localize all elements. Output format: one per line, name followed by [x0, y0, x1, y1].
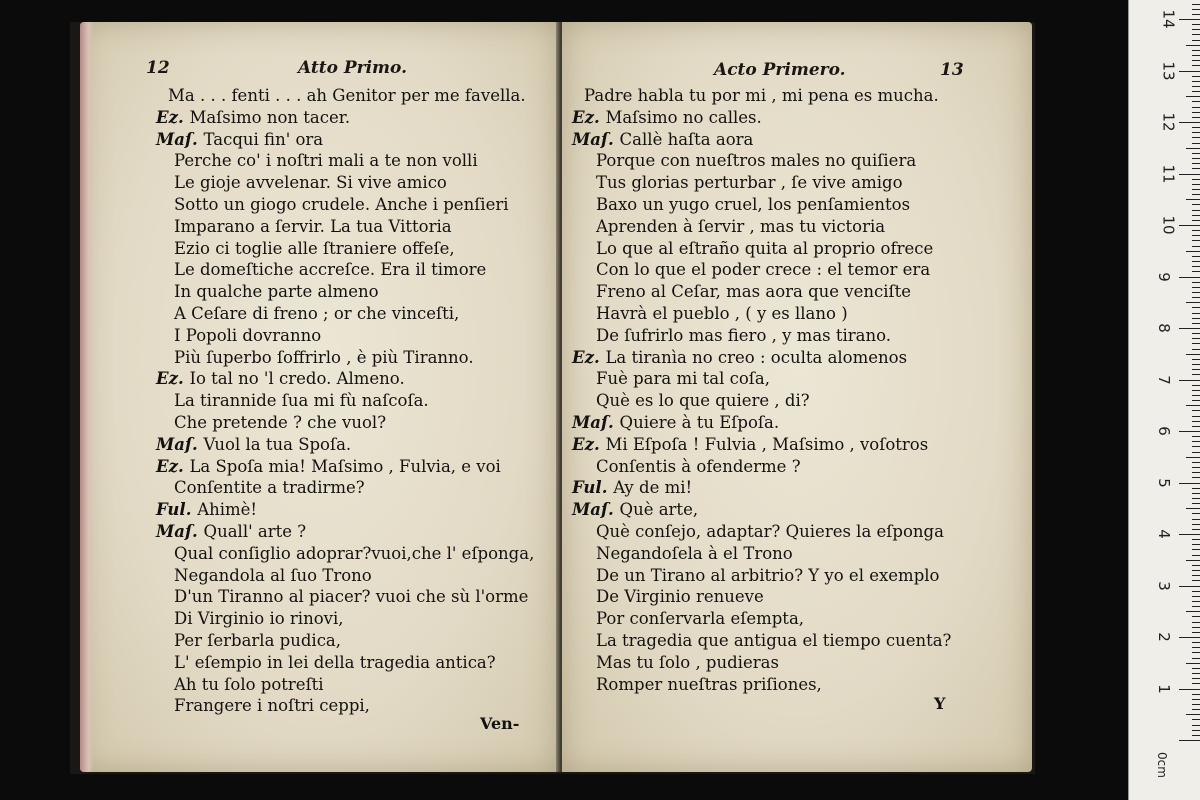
- text-line: [596, 306, 848, 323]
- ruler-tick: [1192, 513, 1200, 514]
- text-line: [174, 633, 341, 650]
- ruler-tick: [1192, 704, 1200, 705]
- ruler-tick: [1192, 601, 1200, 602]
- ruler-tick: [1186, 457, 1200, 458]
- verse-text: L' eſempio in lei della tragedia antica?: [174, 652, 496, 672]
- ruler-tick: [1192, 524, 1200, 525]
- text-line: [174, 216, 452, 236]
- ruler-tick: [1192, 184, 1200, 185]
- ruler-tick: [1192, 467, 1200, 468]
- text-line: [596, 611, 804, 628]
- ruler-tick: [1192, 390, 1200, 391]
- verse-text: Vuol la tua Spoſa.: [203, 434, 352, 454]
- text-line: [156, 371, 405, 388]
- ruler-tick: [1192, 4, 1200, 5]
- ruler-unit-label: 0cm: [1154, 752, 1169, 778]
- ruler-tick: [1179, 71, 1200, 72]
- ruler-number: 3: [1154, 580, 1173, 591]
- ruler-tick: [1192, 210, 1200, 211]
- ruler-tick: [1179, 586, 1200, 587]
- text-line: [174, 306, 459, 323]
- ruler-number: 11: [1159, 163, 1178, 184]
- ruler-number: 6: [1154, 426, 1173, 436]
- text-line: [596, 175, 903, 192]
- right-page: [562, 22, 1032, 772]
- verse-text: Ma . . . fenti . . . ah Genitor per me favella.: [168, 86, 526, 105]
- verse-text: Con lo que el poder crece : el temor era: [596, 260, 931, 280]
- ruler-number: 4: [1154, 529, 1173, 539]
- ruler-tick: [1179, 534, 1200, 535]
- ruler-tick: [1192, 699, 1200, 700]
- ruler-tick: [1192, 153, 1200, 154]
- speaker-label: Ez.: [572, 347, 606, 367]
- ruler-tick: [1192, 725, 1200, 726]
- verse-text: Maſsimo non tacer.: [189, 107, 351, 127]
- text-line: [174, 674, 324, 694]
- ruler-tick: [1179, 277, 1200, 278]
- ruler-tick: [1192, 436, 1200, 437]
- speaker-label: Maſ.: [572, 500, 620, 520]
- verse-text: De ſufrirlo mas fiero , y mas tirano.: [596, 325, 892, 345]
- text-line: [596, 633, 951, 650]
- ruler-tick: [1192, 694, 1200, 695]
- verse-text: Ezio ci toglie alle ſtraniere offeſe,: [174, 238, 455, 258]
- speaker-label: Ez.: [572, 107, 606, 127]
- speaker-label: Maſ.: [572, 413, 620, 432]
- verse-text: Padre habla tu por mi , mi pena es mucha.: [584, 86, 939, 105]
- ruler-tick: [1192, 81, 1200, 82]
- verse-text: Conſentite a tradirme?: [174, 478, 365, 498]
- speaker-label: Maſ.: [156, 129, 204, 149]
- ruler-tick: [1192, 549, 1200, 550]
- ruler-tick: [1192, 719, 1200, 720]
- verse-text: Què conſejo, adaptar? Quieres la eſponga: [596, 522, 944, 541]
- ruler-number: 14: [1159, 9, 1178, 29]
- verse-text: Quall' arte ?: [203, 522, 307, 541]
- ruler-tick: [1192, 441, 1200, 442]
- ruler-number: 1: [1154, 683, 1173, 694]
- ruler-tick: [1192, 215, 1200, 216]
- ruler-tick: [1192, 34, 1200, 35]
- ruler-tick: [1192, 60, 1200, 61]
- ruler-tick: [1192, 709, 1200, 710]
- verse-text: Ay de mi!: [613, 478, 693, 498]
- ruler-tick: [1179, 689, 1200, 690]
- ruler-tick: [1192, 112, 1200, 113]
- ruler-tick: [1186, 302, 1200, 303]
- ruler-tick: [1192, 168, 1200, 169]
- ruler-tick: [1186, 45, 1200, 46]
- ruler-tick: [1186, 199, 1200, 200]
- verse-text: Conſentis à ofenderme ?: [596, 456, 801, 476]
- ruler-tick: [1192, 65, 1200, 66]
- verse-text: Più ſuperbo ſoffrirlo , è più Tiranno.: [174, 347, 474, 367]
- verse-text: Lo que al eſtraño quita al proprio ofrece: [596, 238, 934, 258]
- verse-text: Per ſerbarla pudica,: [174, 631, 342, 650]
- ruler-tick: [1179, 19, 1200, 20]
- ruler-tick: [1192, 292, 1200, 293]
- text-line: [174, 480, 365, 497]
- ruler-tick: [1192, 446, 1200, 447]
- ruler-tick: [1192, 503, 1200, 504]
- text-line: [168, 88, 526, 105]
- ruler-tick: [1192, 539, 1200, 540]
- verse-text: Quiere à tu Eſpoſa.: [619, 413, 780, 432]
- ruler-tick: [1179, 122, 1200, 123]
- ruler-tick: [1192, 735, 1200, 736]
- text-line: [174, 415, 386, 432]
- ruler-tick: [1192, 416, 1200, 417]
- ruler-tick: [1192, 426, 1200, 427]
- ruler-tick: [1192, 452, 1200, 453]
- verse-text: La tirannide ſua mi fù naſcoſa.: [174, 391, 429, 411]
- verse-text: La tragedia que antigua el tiempo cuenta?: [596, 631, 952, 650]
- ruler-tick: [1192, 673, 1200, 674]
- ruler-tick: [1192, 338, 1200, 339]
- verse-text: A Ceſare di freno ; or che vinceſti,: [174, 304, 460, 323]
- ruler-tick: [1186, 405, 1200, 406]
- text-line: [174, 611, 344, 628]
- text-line: [596, 589, 764, 606]
- ruler-tick: [1192, 555, 1200, 556]
- ruler-tick: [1192, 230, 1200, 231]
- verse-text: Negandoſela à el Trono: [596, 543, 793, 563]
- ruler-number: 10: [1159, 215, 1178, 235]
- verse-text: Aprenden à ſervir , mas tu victoria: [596, 216, 886, 236]
- verse-text: Perche co' i noſtri mali a te non volli: [174, 151, 478, 171]
- ruler-tick: [1192, 652, 1200, 653]
- speaker-label: Ez.: [156, 107, 190, 127]
- ruler-tick: [1192, 220, 1200, 221]
- ruler-tick: [1192, 369, 1200, 370]
- text-line: [596, 284, 911, 301]
- ruler-tick: [1192, 297, 1200, 298]
- ruler-tick: [1186, 611, 1200, 612]
- text-line: [572, 415, 779, 432]
- ruler-tick: [1192, 683, 1200, 684]
- verse-text: Romper nueſtras priſiones,: [596, 674, 822, 694]
- text-line: [174, 284, 379, 301]
- ruler-tick: [1192, 519, 1200, 520]
- ruler-tick: [1192, 240, 1200, 241]
- text-line: [596, 524, 944, 541]
- left-page: [80, 22, 558, 772]
- text-line: [174, 652, 496, 672]
- verse-text: La Spoſa mia! Maſsimo , Fulvia, e voi: [189, 456, 501, 476]
- ruler-tick: [1192, 349, 1200, 350]
- ruler-tick: [1186, 714, 1200, 715]
- text-line: [596, 216, 886, 236]
- verse-text: Ahimè!: [197, 500, 258, 520]
- text-line: [596, 371, 770, 388]
- text-line: [572, 480, 692, 497]
- ruler-tick: [1192, 570, 1200, 571]
- ruler-number: 5: [1154, 477, 1173, 488]
- ruler-tick: [1192, 101, 1200, 102]
- ruler-tick: [1192, 498, 1200, 499]
- ruler-tick: [1186, 508, 1200, 509]
- ruler-tick: [1192, 493, 1200, 494]
- ruler-tick: [1192, 137, 1200, 138]
- text-line: [156, 434, 352, 454]
- verse-text: Negandola al ſuo Trono: [174, 565, 372, 585]
- ruler-tick: [1192, 158, 1200, 159]
- ruler-number: 8: [1154, 323, 1173, 333]
- text-line: [596, 543, 793, 563]
- text-line: [596, 674, 822, 694]
- ruler-tick: [1192, 544, 1200, 545]
- verse-text: Por conſervarla eſempta,: [596, 609, 805, 629]
- ruler-tick: [1192, 246, 1200, 247]
- ruler-tick: [1192, 591, 1200, 592]
- text-line: [156, 107, 351, 127]
- ruler-tick: [1192, 29, 1200, 30]
- ruler-tick: [1192, 462, 1200, 463]
- ruler-tick: [1192, 385, 1200, 386]
- ruler-tick: [1192, 488, 1200, 489]
- text-line: [156, 524, 306, 541]
- ruler-tick: [1192, 194, 1200, 195]
- verse-text: Mi Eſpoſa ! Fulvia , Maſsimo , voſotros: [605, 434, 929, 454]
- left-catchword: Ven-: [480, 714, 520, 733]
- text-line: [596, 652, 779, 672]
- ruler-tick: [1192, 256, 1200, 257]
- verse-text: Che pretende ? che vuol?: [174, 413, 387, 432]
- ruler-tick: [1192, 282, 1200, 283]
- verse-text: De Virginio renueve: [596, 587, 764, 607]
- right-running-head: Acto Primero.: [714, 60, 846, 80]
- ruler-tick: [1192, 395, 1200, 396]
- speaker-label: Ful.: [572, 478, 614, 498]
- ruler-tick: [1192, 647, 1200, 648]
- text-line: [596, 393, 810, 410]
- ruler-number: 13: [1159, 60, 1178, 81]
- text-line: [596, 325, 892, 345]
- ruler-tick: [1192, 313, 1200, 314]
- ruler-tick: [1192, 658, 1200, 659]
- text-line: [596, 197, 910, 214]
- ruler-tick: [1192, 668, 1200, 669]
- ruler-tick: [1192, 318, 1200, 319]
- ruler-tick: [1179, 328, 1200, 329]
- speaker-label: Ez.: [156, 369, 190, 389]
- verse-text: Mas tu ſolo , pudieras: [596, 652, 779, 672]
- verse-text: Què arte,: [619, 500, 699, 520]
- ruler-tick: [1192, 55, 1200, 56]
- verse-text: Ah tu ſolo potreſti: [174, 674, 324, 694]
- ruler-tick: [1186, 148, 1200, 149]
- ruler-tick: [1192, 287, 1200, 288]
- text-line: [174, 175, 447, 192]
- ruler-tick: [1192, 307, 1200, 308]
- verse-text: Qual conſiglio adoprar?vuoi,che l' eſponga,: [174, 543, 535, 563]
- ruler-tick: [1192, 616, 1200, 617]
- text-line: [156, 502, 257, 519]
- verse-text: De un Tirano al arbitrio? Y yo el exemplo: [596, 565, 940, 585]
- ruler-tick: [1186, 96, 1200, 97]
- verse-text: Freno al Ceſar, mas aora que venciſte: [596, 282, 912, 302]
- ruler-tick: [1192, 235, 1200, 236]
- ruler-tick: [1192, 343, 1200, 344]
- ruler-tick: [1192, 421, 1200, 422]
- ruler-tick: [1192, 86, 1200, 87]
- right-page-number: 13: [940, 60, 964, 80]
- verse-text: Di Virginio io rinovi,: [174, 609, 344, 629]
- ruler-tick: [1192, 189, 1200, 190]
- ruler-tick: [1192, 374, 1200, 375]
- verse-text: Imparano a ſervir. La tua Vittoria: [174, 216, 452, 236]
- measurement-ruler: [1128, 0, 1200, 800]
- ruler-tick: [1192, 271, 1200, 272]
- speaker-label: Maſ.: [572, 129, 620, 149]
- ruler-tick: [1192, 529, 1200, 530]
- ruler-tick: [1192, 107, 1200, 108]
- verse-text: Havrà el pueblo , ( y es llano ): [596, 304, 848, 323]
- text-line: [174, 197, 509, 214]
- verse-text: Sotto un giogo crudele. Anche i penſieri: [174, 195, 509, 214]
- ruler-tick: [1192, 472, 1200, 473]
- verse-text: Tus glorias perturbar , ſe vive amigo: [596, 173, 903, 193]
- verse-text: Frangere i noſtri ceppi,: [174, 696, 370, 716]
- verse-text: In qualche parte almeno: [174, 282, 379, 302]
- verse-text: Què es lo que quiere , di?: [596, 391, 810, 411]
- verse-text: Maſsimo no calles.: [605, 107, 762, 127]
- verse-text: Porque con nueſtros males no quiſiera: [596, 151, 917, 171]
- ruler-tick: [1192, 24, 1200, 25]
- speaker-label: Ez.: [156, 456, 190, 476]
- verse-text: Fuè para mi tal coſa,: [596, 369, 770, 389]
- text-line: [596, 565, 940, 585]
- ruler-tick: [1192, 642, 1200, 643]
- ruler-tick: [1192, 323, 1200, 324]
- text-line: [156, 456, 501, 476]
- ruler-tick: [1192, 127, 1200, 128]
- text-line: [174, 543, 535, 563]
- ruler-tick: [1192, 14, 1200, 15]
- speaker-label: Maſ.: [156, 434, 204, 454]
- ruler-tick: [1192, 627, 1200, 628]
- ruler-tick: [1192, 730, 1200, 731]
- ruler-tick: [1192, 606, 1200, 607]
- ruler-tick: [1179, 637, 1200, 638]
- verse-text: Tacqui fin' ora: [203, 129, 324, 149]
- text-line: [174, 589, 528, 606]
- open-book: [70, 22, 1035, 774]
- text-line: [572, 129, 754, 149]
- ruler-tick: [1192, 678, 1200, 679]
- ruler-tick: [1192, 580, 1200, 581]
- ruler-tick: [1192, 622, 1200, 623]
- ruler-tick: [1192, 179, 1200, 180]
- ruler-tick: [1179, 431, 1200, 432]
- ruler-tick: [1192, 359, 1200, 360]
- text-line: [174, 262, 486, 279]
- ruler-tick: [1179, 740, 1200, 741]
- ruler-tick: [1192, 410, 1200, 411]
- ruler-tick: [1192, 9, 1200, 10]
- verse-text: Le gioje avvelenar. Si vive amico: [174, 173, 447, 193]
- speaker-label: Ez.: [572, 434, 606, 454]
- ruler-tick: [1192, 632, 1200, 633]
- verse-text: La tiranìa no creo : oculta alomenos: [605, 347, 908, 367]
- ruler-tick: [1192, 143, 1200, 144]
- ruler-tick: [1179, 483, 1200, 484]
- ruler-tick: [1192, 333, 1200, 334]
- ruler-tick: [1192, 261, 1200, 262]
- text-line: [156, 129, 324, 149]
- left-page-number: 12: [146, 58, 170, 78]
- text-line: [572, 107, 762, 127]
- ruler-tick: [1192, 91, 1200, 92]
- text-line: [596, 456, 801, 476]
- ruler-tick: [1192, 364, 1200, 365]
- verse-text: Callè haſta aora: [619, 129, 754, 149]
- ruler-number: 2: [1154, 632, 1173, 642]
- text-line: [174, 238, 455, 258]
- ruler-tick: [1192, 117, 1200, 118]
- verse-text: Io tal no 'l credo. Almeno.: [189, 369, 405, 389]
- ruler-tick: [1192, 132, 1200, 133]
- ruler-tick: [1192, 565, 1200, 566]
- verse-text: D'un Tiranno al piacer? vuoi che sù l'orme: [174, 587, 529, 607]
- verse-text: Le domeſtiche accreſce. Era il timore: [174, 260, 487, 280]
- text-line: [596, 153, 916, 170]
- left-running-head: Atto Primo.: [298, 58, 407, 78]
- ruler-tick: [1192, 76, 1200, 77]
- ruler-tick: [1192, 266, 1200, 267]
- ruler-tick: [1192, 400, 1200, 401]
- ruler-tick: [1179, 174, 1200, 175]
- text-line: [174, 565, 372, 585]
- ruler-number: 7: [1154, 374, 1173, 385]
- text-line: [572, 434, 929, 454]
- ruler-number: 12: [1159, 112, 1178, 132]
- text-line: [596, 238, 934, 258]
- ruler-tick: [1186, 560, 1200, 561]
- ruler-tick: [1192, 204, 1200, 205]
- text-line: [572, 347, 908, 367]
- ruler-tick: [1192, 40, 1200, 41]
- speaker-label: Ful.: [156, 500, 198, 520]
- text-line: [174, 153, 478, 170]
- text-line: [174, 325, 322, 345]
- ruler-tick: [1186, 663, 1200, 664]
- ruler-tick: [1186, 354, 1200, 355]
- ruler-tick: [1192, 50, 1200, 51]
- ruler-tick: [1192, 163, 1200, 164]
- verse-text: Baxo un yugo cruel, los penſamientos: [596, 195, 911, 214]
- verse-text: I Popoli dovranno: [174, 325, 322, 345]
- text-line: [584, 88, 939, 105]
- text-line: [596, 262, 930, 279]
- text-line: [174, 393, 429, 410]
- text-line: [174, 698, 370, 715]
- ruler-tick: [1192, 596, 1200, 597]
- speaker-label: Maſ.: [156, 522, 204, 541]
- ruler-tick: [1186, 251, 1200, 252]
- ruler-tick: [1179, 380, 1200, 381]
- ruler-tick: [1179, 225, 1200, 226]
- ruler-tick: [1192, 575, 1200, 576]
- ruler-number: 9: [1154, 271, 1173, 282]
- text-line: [572, 502, 698, 519]
- right-catchword: Y: [934, 694, 946, 713]
- ruler-tick: [1192, 477, 1200, 478]
- text-line: [174, 347, 474, 367]
